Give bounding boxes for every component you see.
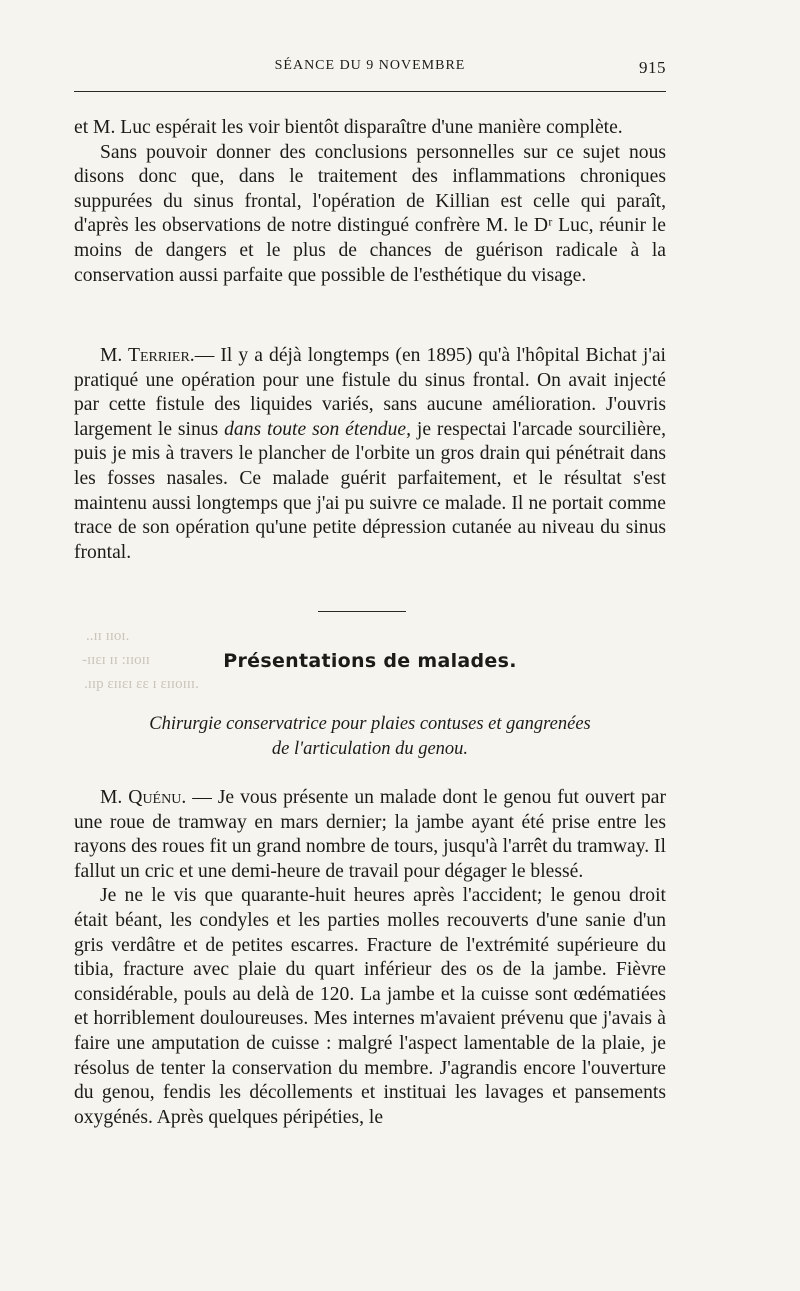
luc-discussion-block [74, 116, 666, 288]
speaker-name: M. Quénu. [100, 787, 187, 808]
text-run: — Je vous présente un malade dont le genou fut ouvert par une roue de tramway en mars dernier; la jambe ayant été prise entre les rayons des roues fit un grand nombre de tours, jusqu'à l'arrêt du tramway. Il fallut un cric et une demi-heure de travail pour dégager le blessé. [74, 787, 666, 882]
text-run: — Il y a déjà longtemps (en 1895) qu'à l'hôpital Bichat j'ai pratiqué une opération pour une fistule du sinus frontal. On avait injecté par cette fistule des liquides variés, sans aucune amélioration. J'ouvris largement le sinus [74, 345, 666, 440]
running-title: SÉANCE DU 9 NOVEMBRE [274, 58, 466, 73]
section-subtitle [74, 712, 666, 762]
quenu-presentation-block [74, 786, 666, 1130]
page-header [74, 58, 666, 82]
terrier-remarks-block [74, 344, 666, 565]
paragraph [74, 344, 666, 565]
subtitle-line: de l'articulation du genou. [271, 739, 469, 759]
speaker-name: M. Terrier. [100, 345, 195, 366]
paragraph: Je ne le vis que quarante-huit heures après l'accident; le genou droit était béant, les condyles et les parties molles recouverts d'une sanie d'un gris verdâtre et de petites escarres. Fracture de l'extrémité supérieure du tibia, fracture avec plaie du quart inférieur des os de la jambe. Fièvre considérable, pouls au delà de 120. La jambe et la cuisse sont œdématiées et horriblement douloureuses. Mes internes m'avaient prévenu que j'avais à faire une amputation de cuisse : malgré l'aspect lamentable de la plaie, je résolus de tenter la conservation du membre. J'agrandis encore l'ouverture du genou, fendis les décollements et instituai les lavages et pansements oxygénés. Après quelques péripéties, le [74, 885, 666, 1128]
italic-text: dans toute son étendue, [224, 418, 412, 440]
subtitle-line: Chirurgie conservatrice pour plaies contuses et gangrenées [149, 714, 591, 734]
page-number: 915 [639, 58, 666, 77]
paragraph: Sans pouvoir donner des conclusions personnelles sur ce sujet nous disons donc que, dans le traitement des inflammations chroniques suppurées du sinus frontal, l'opération de Killian est celle qui paraît, d'après les observations de notre distingué confrère M. le Dʳ Luc, réunir le moins de dangers et le plus de chances de guérison radicale à la conservation aussi parfaite que possible de l'esthétique du visage. [74, 141, 666, 286]
bleed-through-text: -ɪɪɛɪ ɪɪ :ɪɪoɪɪ [82, 652, 150, 668]
text-run: je respectai l'arcade sourcilière, puis je mis à travers le plancher de l'orbite un gros drain qui pénétrait dans les fosses nasales. Ce malade guérit parfaitement, et le résultat s'est maintenu aussi longtemps que j'ai pu suivre ce malade. Il ne portait comme trace de son opération qu'une petite dépression cutanée au niveau du sinus frontal. [74, 418, 667, 563]
bleed-through-text: ..ɪɪ ɪɪoɪ. [86, 628, 130, 644]
bleed-through-text: .ɪɪp ɛɪɪɛɪ ɛɛ ɪ ɛɪɪoɪɪɪ. [84, 676, 199, 692]
paragraph: et M. Luc espérait les voir bientôt disparaître d'une manière complète. [74, 117, 623, 138]
section-title: Présentations de malades. [223, 650, 517, 672]
section-divider [318, 611, 406, 612]
header-rule [74, 91, 666, 92]
paragraph [74, 786, 666, 884]
